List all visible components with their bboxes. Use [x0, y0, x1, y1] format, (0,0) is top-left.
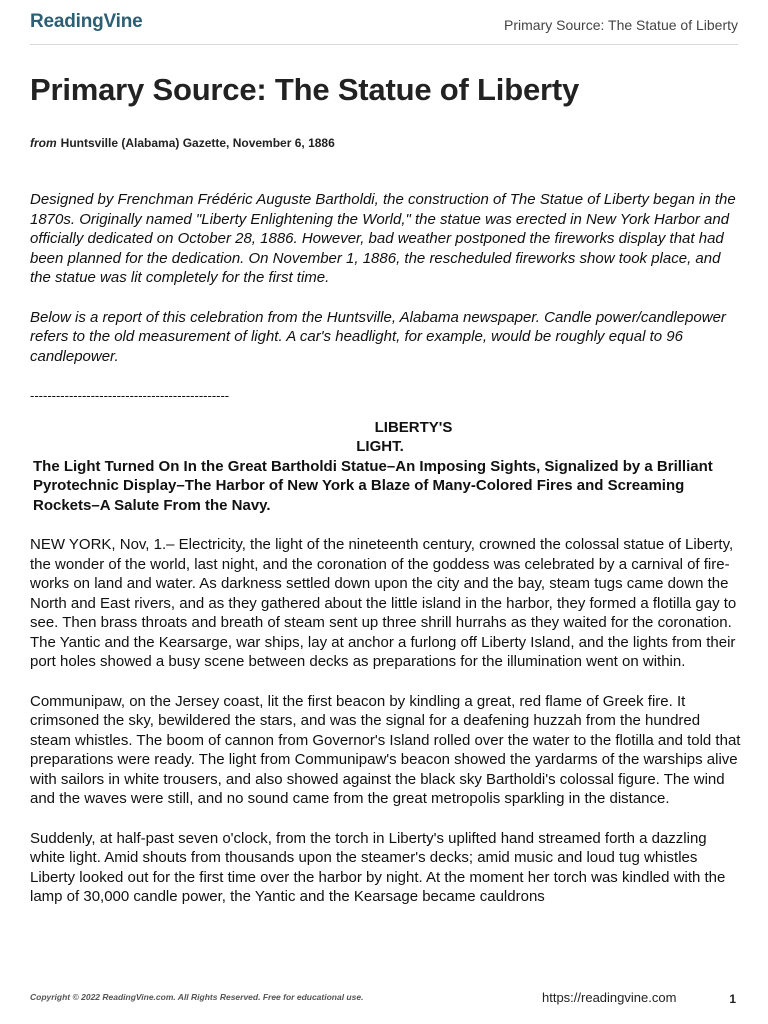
- headline-line-2: LIGHT.: [356, 438, 404, 455]
- intro-paragraph: Designed by Frenchman Frédéric Auguste Bartholdi, the construction of The Statue of Liberty began in the 1870s. Originally named "Liberty Enlightening the World," the statue was erected in New York Harbor and officially dedicated on October 28, 1886. However, bad weather postponed the fireworks display that had been planned for the dedication. On November 1, 1886, the rescheduled fireworks show took place, and the statue was lit completely for the first time.: [30, 191, 736, 286]
- readingvine-logo[interactable]: ReadingVine: [30, 11, 143, 32]
- page-number: 1: [729, 992, 736, 1006]
- page-title: Primary Source: The Statue of Liberty: [30, 72, 580, 107]
- section-divider: ----------------------------------------------: [30, 388, 230, 403]
- headline-line-1: LIBERTY'S: [374, 418, 453, 436]
- article-paragraph: NEW YORK, Nov, 1.– Electricity, the light of the nineteenth century, crowned the colossal statue of Liberty, the wonder of the world, last night, and the coronation of the goddess was celebrated by a carnival of fire-works on land and water. As darkness settled down upon the city and the bay, steam tugs came down the North and East rivers, and as they gathered about the little island in the harbor, they formed a flotilla gay to see. Then brass throats and breath of steam sent up three shrill hurrahs as they waited for the coronation. The Yantic and the Kearsarge, war ships, lay at anchor a furlong off Liberty Island, and the lights from their port holes showed a busy scene between decks as preparations for the illumination went on within.: [30, 536, 737, 670]
- intro-paragraph: Below is a report of this celebration from the Huntsville, Alabama newspaper. Candle power/candlepower refers to the old measurement of light. A car's headlight, for example, would be roughly equal to 96 candlepower.: [30, 308, 726, 365]
- article-subheadline: The Light Turned On In the Great Bartholdi Statue–An Imposing Sights, Signalized by a Brilliant Pyrotechnic Display–The Harbor of New York a Blaze of Many-Colored Fires and Screaming Rockets–A Salute From the Navy.: [33, 457, 713, 514]
- document-content: [30, 190, 742, 907]
- site-url-link[interactable]: https://readingvine.com: [542, 990, 677, 1005]
- article-paragraph: Suddenly, at half-past seven o'clock, from the torch in Liberty's uplifted hand streamed forth a dazzling white light. Amid shouts from thousands upon the steamer's decks; amid music and loud tug whistles Liberty looked out for the first time over the harbor by night. At the moment her torch was kindled with the lamp of 30,000 candle power, the Yantic and the Kearsage became cauldrons: [30, 829, 726, 905]
- source-citation: Huntsville (Alabama) Gazette, November 6, 1886: [60, 136, 335, 150]
- source-line: [30, 136, 335, 150]
- page-header: [30, 8, 738, 45]
- copyright-notice: Copyright © 2022 ReadingVine.com. All Rights Reserved. Free for educational use.: [30, 992, 364, 1002]
- header-title: Primary Source: The Statue of Liberty: [504, 17, 738, 33]
- article-headline: [30, 418, 742, 457]
- page-footer: [30, 990, 742, 1010]
- source-prefix: from: [30, 136, 57, 150]
- article-paragraph: Communipaw, on the Jersey coast, lit the first beacon by kindling a great, red flame of Greek fire. It crimsoned the sky, bewildered the stars, and was the signal for a deafening huzzah from the hundred steam whistles. The boom of cannon from Governor's Island rolled over the water to the flotilla and told that preparations were ready. The light from Communipaw's beacon showed the yardarms of the warships alive with sailors in white trousers, and also showed against the black sky Bartholdi's colossal figure. The wind and the waves were still, and no sound came from the great metropolis sparkling in the distance.: [30, 692, 741, 807]
